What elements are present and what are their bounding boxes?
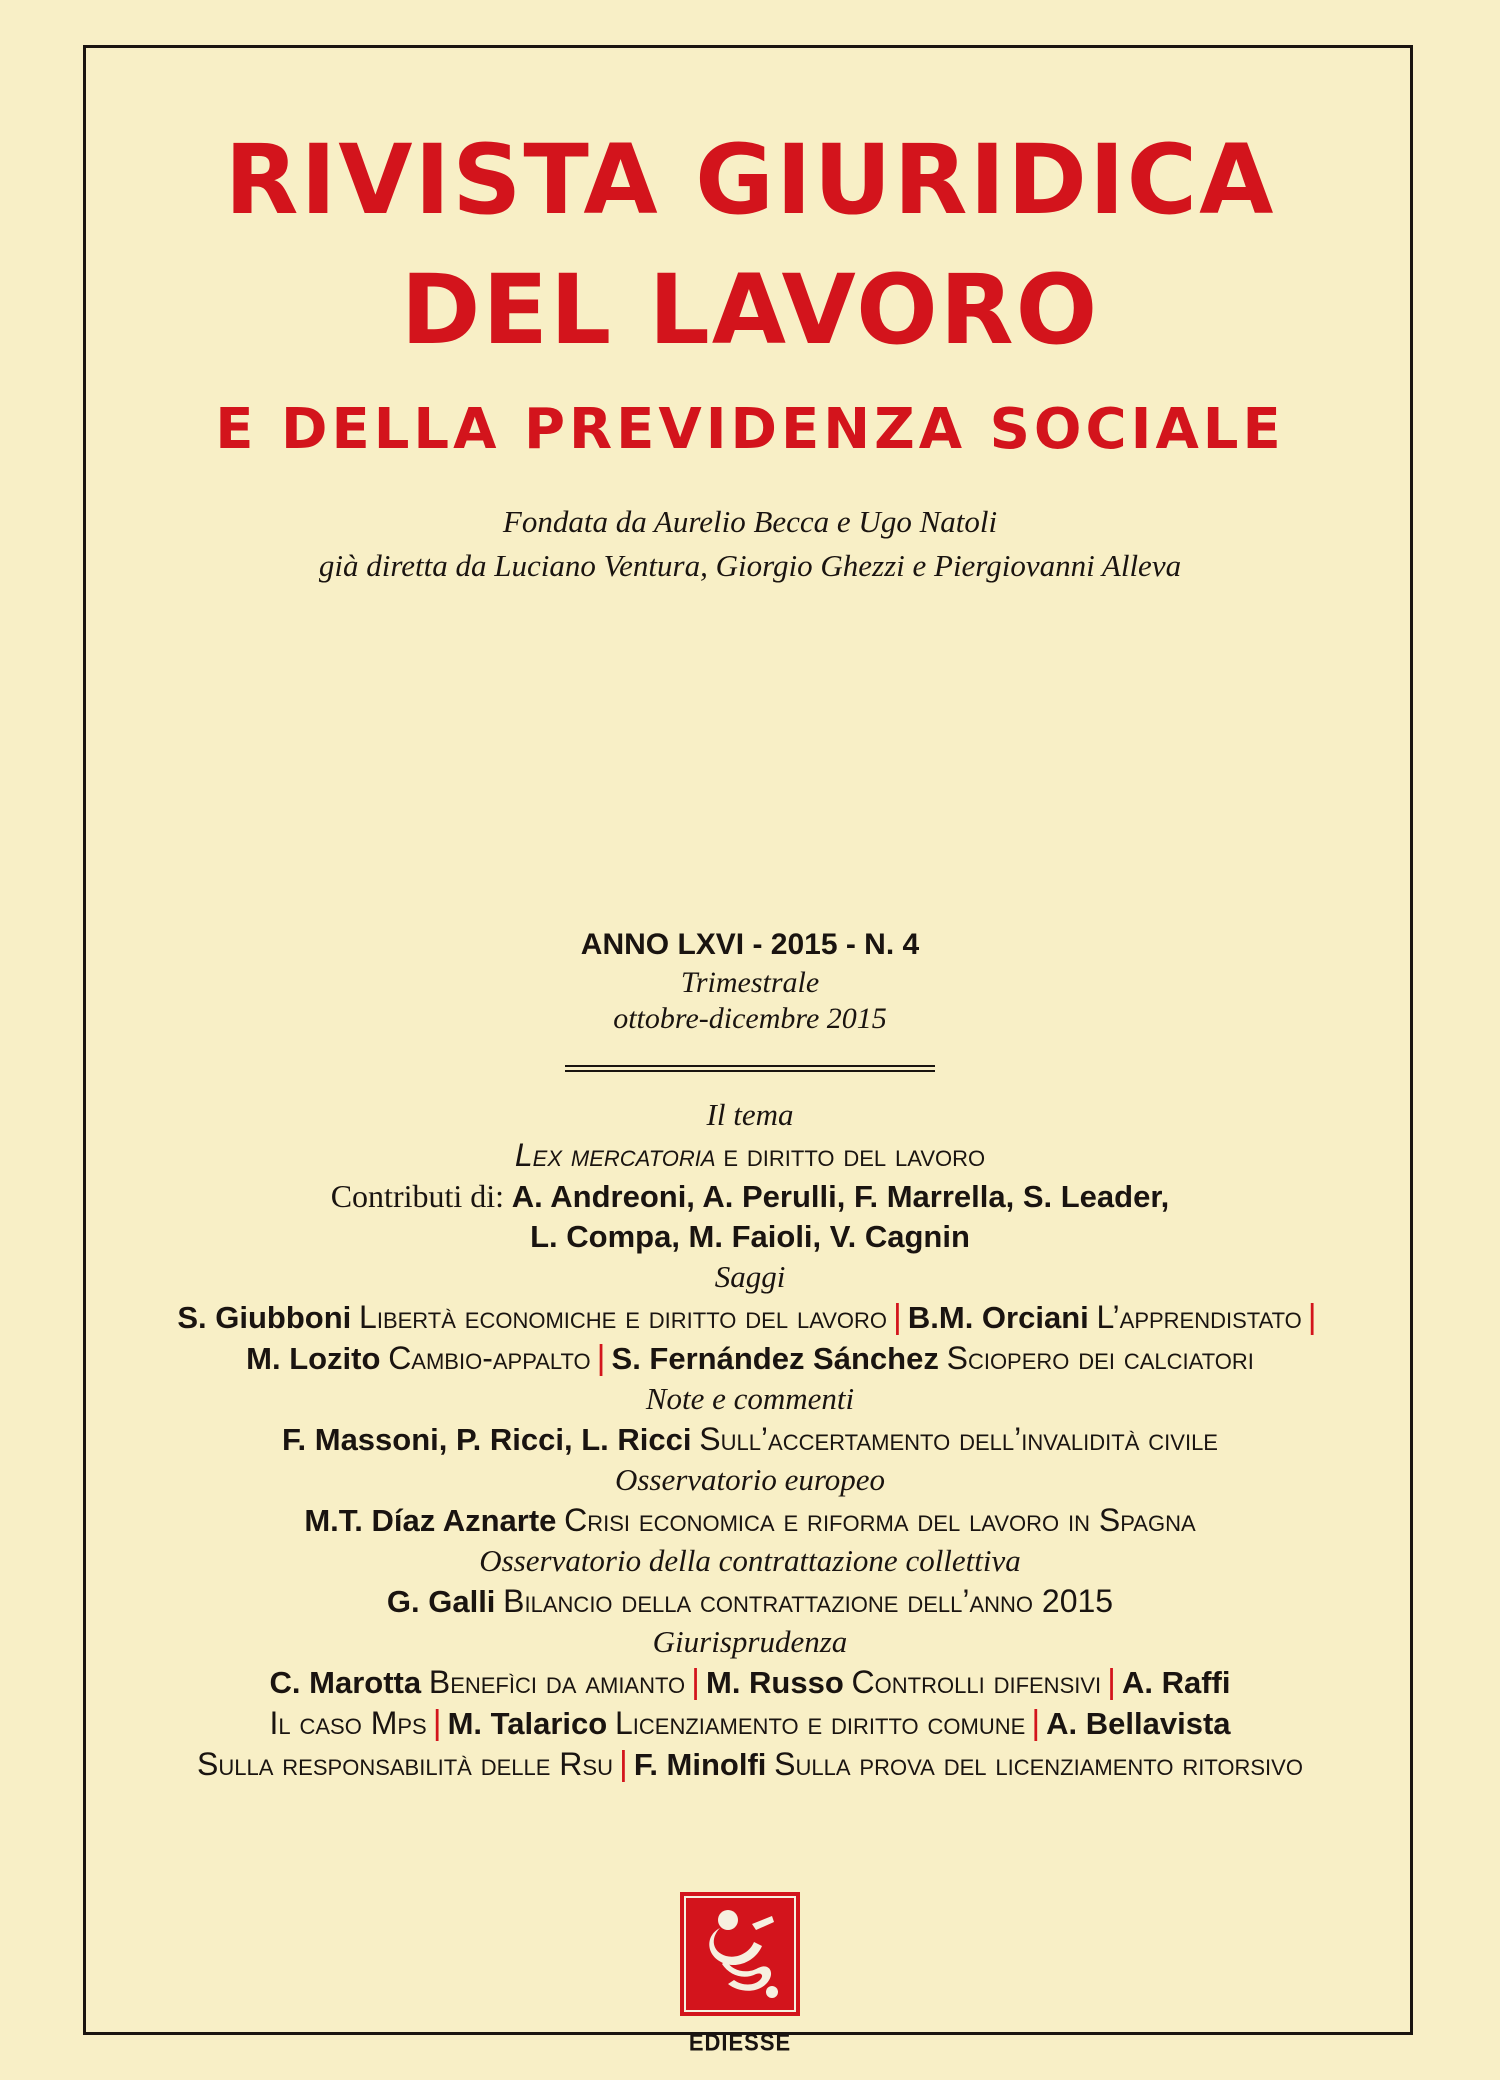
article-title: Cambio-appalto — [388, 1340, 591, 1376]
saggi-row-1 — [0, 1297, 1500, 1338]
article-title: Sciopero dei calciatori — [946, 1340, 1254, 1376]
author: G. Galli — [386, 1584, 496, 1619]
table-of-contents — [0, 1095, 1500, 1785]
section-heading-note: Note e commenti — [645, 1381, 855, 1416]
section-heading-osservatorio-europeo: Osservatorio europeo — [614, 1462, 886, 1497]
article-title: Il caso Mps — [269, 1705, 427, 1741]
logo-figure-icon — [692, 1902, 788, 2006]
double-rule-divider — [565, 1065, 935, 1072]
article-title: Licenziamento e diritto comune — [614, 1705, 1026, 1741]
author: F. Massoni, P. Ricci, L. Ricci — [282, 1422, 692, 1457]
author: M. Lozito — [246, 1341, 381, 1376]
separator: | — [893, 1298, 902, 1336]
article-title: Benefìci da amianto — [428, 1664, 686, 1700]
article-title: Crisi economica e riforma del lavoro in Spagna — [564, 1502, 1196, 1538]
tema-subject — [0, 1135, 1500, 1176]
tema-subject-italic: Lex mercatoria — [514, 1137, 716, 1173]
note-row-1 — [0, 1419, 1500, 1460]
journal-title-line2: DEL LAVORO — [400, 254, 1100, 366]
author: C. Marotta — [269, 1665, 422, 1700]
author: M. Talarico — [447, 1706, 608, 1741]
saggi-row-2 — [0, 1338, 1500, 1379]
issue-period: ottobre-dicembre 2015 — [613, 1002, 887, 1035]
founders-block — [0, 500, 1500, 588]
founders-line: Fondata da Aurelio Becca e Ugo Natoli — [502, 504, 998, 539]
issue-frequency: Trimestrale — [680, 966, 820, 999]
separator: | — [596, 1339, 606, 1377]
section-heading-tema: Il tema — [706, 1097, 794, 1132]
separator: | — [432, 1704, 442, 1742]
tema-contributors-2 — [0, 1217, 1500, 1257]
article-title: Sull’accertamento dell’invalidità civile — [699, 1421, 1218, 1457]
giurisprudenza-row-1 — [0, 1662, 1500, 1703]
ediesse-logo-icon — [680, 1892, 800, 2016]
contributors-label: Contributi di: — [330, 1178, 505, 1214]
separator: | — [1107, 1663, 1116, 1701]
giurisprudenza-row-3 — [0, 1744, 1500, 1785]
section-heading-saggi: Saggi — [714, 1259, 786, 1294]
section-heading-giurisprudenza: Giurisprudenza — [652, 1624, 848, 1659]
separator: | — [691, 1663, 700, 1701]
article-title: Sulla prova del licenziamento ritorsivo — [774, 1746, 1303, 1782]
author: F. Minolfi — [633, 1747, 767, 1782]
author: A. Bellavista — [1046, 1706, 1231, 1741]
author: M.T. Díaz Aznarte — [304, 1503, 557, 1538]
contributors-authors-2: L. Compa, M. Faioli, V. Cagnin — [530, 1219, 970, 1254]
author: S. Fernández Sánchez — [611, 1341, 939, 1376]
article-title: Controlli difensivi — [851, 1664, 1102, 1700]
separator: | — [618, 1745, 628, 1783]
contributors-authors-1: A. Andreoni, A. Perulli, F. Marrella, S. Leader, — [511, 1179, 1170, 1214]
issue-info — [0, 925, 1500, 1037]
author: S. Giubboni — [177, 1300, 352, 1335]
journal-subtitle: E DELLA PREVIDENZA SOCIALE — [215, 397, 1285, 462]
tema-subject-rest: e diritto del lavoro — [723, 1137, 986, 1173]
osservatorio-europeo-row — [0, 1500, 1500, 1541]
article-title: Bilancio della contrattazione dell’anno 2015 — [503, 1583, 1114, 1619]
osservatorio-contr-row — [0, 1581, 1500, 1622]
author: A. Raffi — [1121, 1665, 1231, 1700]
article-title: L’apprendistato — [1096, 1299, 1302, 1335]
separator: | — [1031, 1704, 1041, 1742]
separator: | — [1307, 1298, 1317, 1336]
former-directors-line: già diretta da Luciano Ventura, Giorgio Ghezzi e Piergiovanni Alleva — [318, 548, 1182, 583]
author: M. Russo — [706, 1665, 844, 1700]
publisher-name: EDIESSE — [688, 2028, 792, 2057]
journal-title-line1: RIVISTA GIURIDICA — [224, 124, 1276, 236]
article-title: Sulla responsabilità delle Rsu — [197, 1746, 613, 1782]
section-heading-osservatorio-contrattazione: Osservatorio della contrattazione collettiva — [479, 1543, 1021, 1578]
tema-contributors — [0, 1176, 1500, 1217]
issue-number: ANNO LXVI - 2015 - N. 4 — [580, 928, 920, 961]
giurisprudenza-row-2 — [0, 1703, 1500, 1744]
author: B.M. Orciani — [907, 1300, 1089, 1335]
article-title: Libertà economiche e diritto del lavoro — [359, 1299, 888, 1335]
